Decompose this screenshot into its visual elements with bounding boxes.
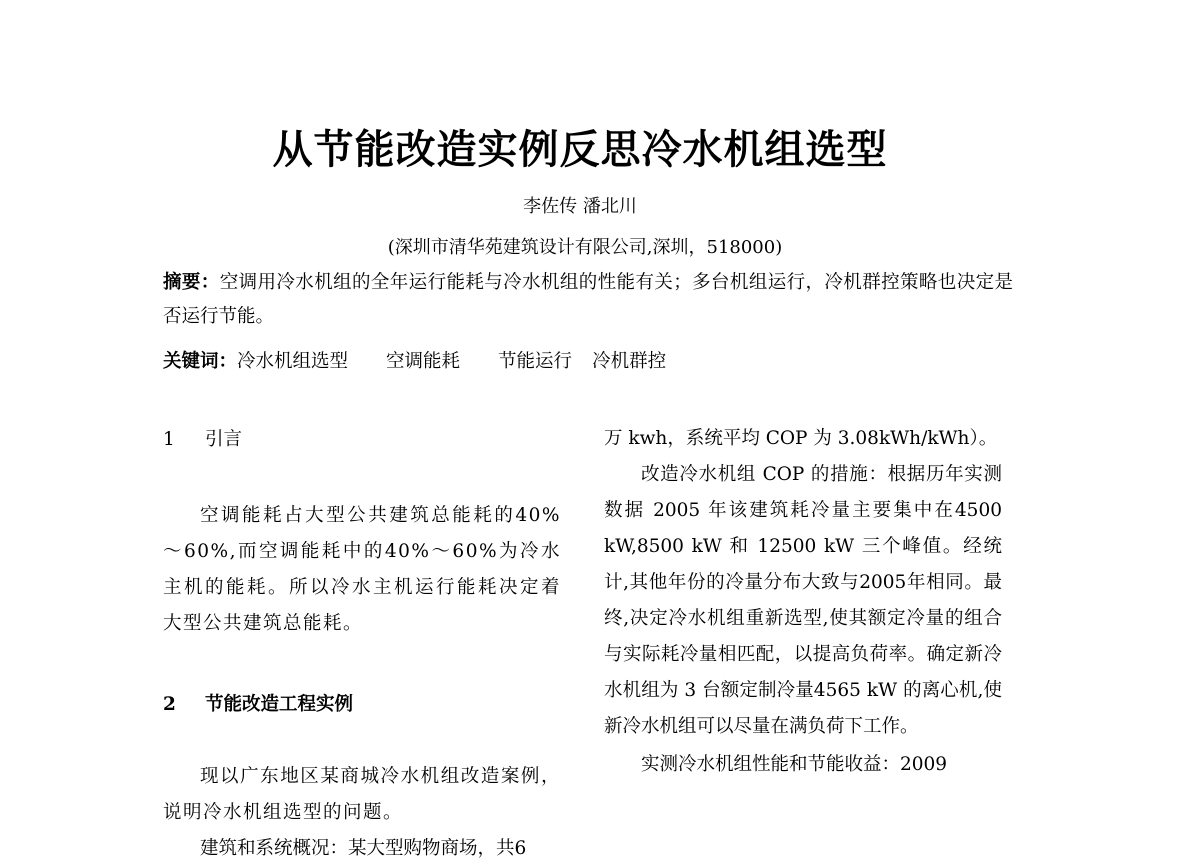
overview-paragraph: 建筑和系统概况：某大型购物商场，共6: [200, 838, 527, 859]
keyword: 冷水机组选型: [237, 351, 349, 372]
keyword: 空调能耗: [386, 351, 461, 372]
section-title: 节能改造工程实例: [205, 694, 354, 715]
section-heading-case: [163, 687, 561, 723]
right-paragraph-3: 实测冷水机组性能和节能收益：2009: [641, 754, 948, 775]
keyword: 节能运行: [498, 351, 573, 372]
paper-title: 从节能改造实例反思冷水机组选型: [272, 127, 888, 173]
abstract-text: 空调用冷水机组的全年运行能耗与冷水机组的性能有关；多台机组运行，冷机群控策略也决定是否运行节能。: [163, 272, 1013, 327]
authors: 李佐传 潘北川: [523, 196, 637, 217]
section-heading-intro: [163, 422, 561, 458]
abstract-label: 摘要：: [163, 272, 220, 293]
affiliation: (深圳市清华苑建筑设计有限公司,深圳，518000): [387, 237, 783, 258]
section-number: 2: [163, 694, 176, 715]
right-column: [604, 421, 1002, 783]
section-number: 1: [163, 429, 175, 450]
right-paragraph-2: 改造冷水机组 COP 的措施：根据历年实测数据 2005 年该建筑耗冷量主要集中在4500 kW,8500 kW 和 12500 kW 三个峰值。经统计,其他年份的冷量分布大致与2005年相同。最终,决定冷水机组重新选型,使其额定冷量的组合与实际耗冷量相匹配，以提高负荷率。确定新冷水机组为 3 台额定制冷量4565 kW 的离心机,使新冷水机组可以尽量在满负荷下工作。: [604, 464, 1002, 737]
keywords: [163, 345, 1013, 379]
keywords-label: 关键词：: [163, 351, 238, 372]
keyword: 冷机群控: [592, 351, 667, 372]
case-paragraph: 现以广东地区某商城冷水机组改造案例，说明冷水机组选型的问题。: [163, 766, 561, 823]
abstract: [163, 266, 1013, 334]
right-paragraph-1: 万 kwh，系统平均 COP 为 3.08kWh/kWh）。: [604, 428, 998, 449]
section-title: 引言: [205, 429, 243, 450]
intro-paragraph: 空调能耗占大型公共建筑总能耗的40%～60%,而空调能耗中的40%～60%为冷水主机的能耗。所以冷水主机运行能耗决定着大型公共建筑总能耗。: [163, 505, 561, 634]
left-column: [163, 422, 561, 867]
